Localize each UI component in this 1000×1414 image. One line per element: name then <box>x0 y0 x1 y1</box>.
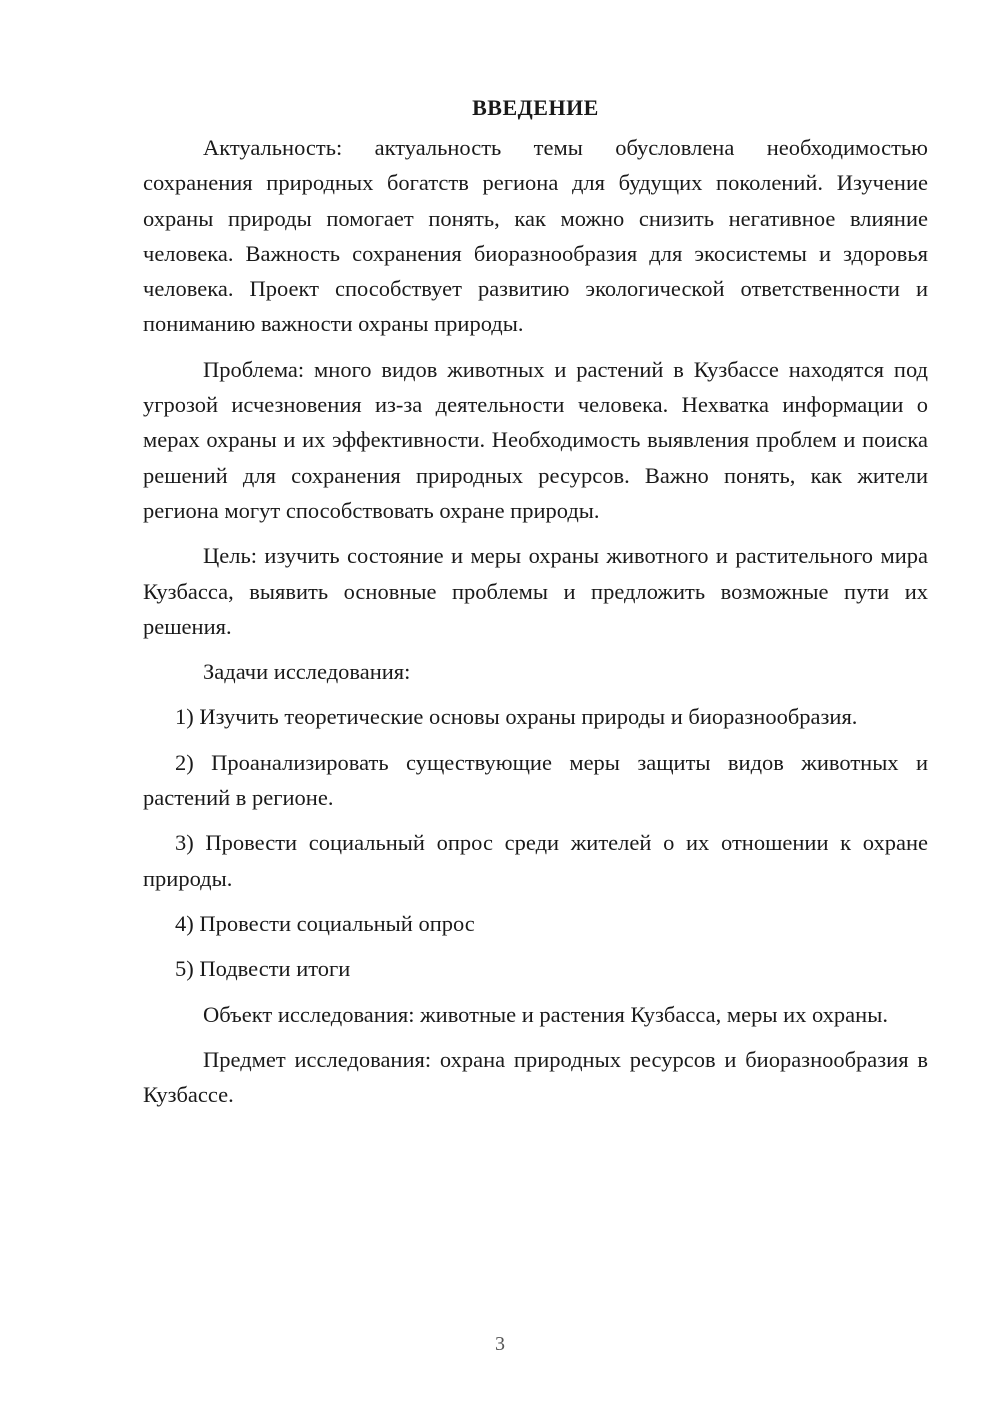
tasks-heading: Задачи исследования: <box>203 659 411 685</box>
task-item-1: 1) Изучить теоретические основы охраны природы и биоразнообразия. <box>175 704 858 730</box>
page-number: 3 <box>495 1333 505 1355</box>
subject-paragraph: Предмет исследования: охрана природных ресурсов и биоразнообразия в Кузбассе. <box>143 1046 928 1108</box>
task-item-5: 5) Подвести итоги <box>175 956 351 982</box>
object-paragraph: Объект исследования: животные и растения Кузбасса, меры их охраны. <box>203 1001 888 1027</box>
problem-paragraph: Проблема: много видов животных и растений в Кузбассе находятся под угрозой исчезновения из-за деятельности человека. Нехватка информации о мерах охраны и их эффективности. Необходимость выявления проблем и поиска решений для сохранения природных ресурсов. Важно понять, как жители региона могут способствовать охране природы. <box>143 356 928 523</box>
goal-paragraph: Цель: изучить состояние и меры охраны животного и растительного мира Кузбасса, выявить основные проблемы и предложить возможные пути их решения. <box>143 543 928 639</box>
document-page <box>143 90 928 1122</box>
task-item-4: 4) Провести социальный опрос <box>175 910 475 936</box>
section-title: ВВЕДЕНИЕ <box>472 95 599 120</box>
relevance-paragraph: Актуальность: актуальность темы обусловлена необходимостью сохранения природных богатств региона для будущих поколений. Изучение охраны природы помогает понять, как можно снизить негативное влияние человека. Важность сохранения биоразнообразия для экосистемы и здоровья человека. Проект способствует развитию экологической ответственности и пониманию важности охраны природы. <box>143 135 928 337</box>
task-item-2: 2) Проанализировать существующие меры защиты видов животных и растений в регионе. <box>143 749 928 811</box>
task-item-3: 3) Провести социальный опрос среди жителей о их отношении к охране природы. <box>143 830 928 891</box>
